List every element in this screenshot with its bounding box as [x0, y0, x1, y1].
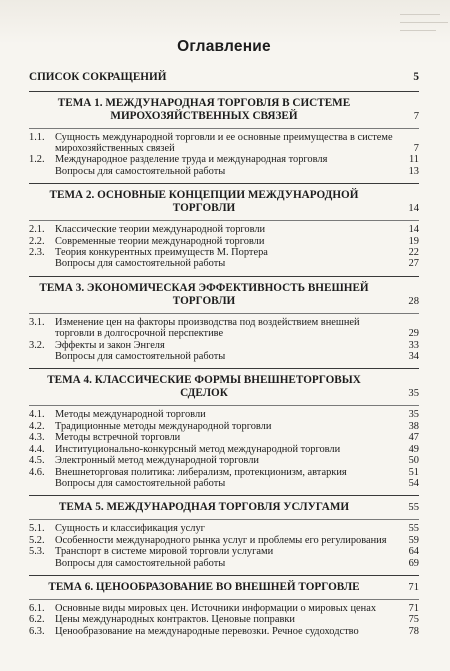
- topic-items: [29, 599, 419, 637]
- toc-item-page: 75: [408, 614, 419, 626]
- toc-item-number: 4.1.: [29, 409, 45, 421]
- toc-item-label: [29, 467, 401, 478]
- toc-item-page: 49: [408, 443, 419, 455]
- toc-item-text: Методы встречной торговли: [55, 432, 181, 444]
- toc-item[interactable]: [29, 236, 419, 247]
- questions-page: 27: [408, 258, 419, 270]
- toc-item-page: 71: [408, 602, 419, 614]
- toc-item[interactable]: [29, 154, 419, 165]
- toc-item-page: 29: [408, 328, 419, 340]
- topic-heading-row[interactable]: [29, 368, 419, 400]
- toc-topic-2: [29, 183, 419, 270]
- toc-item-page: 22: [408, 247, 419, 259]
- toc-item-text: Эффекты и закон Энгеля: [55, 339, 165, 351]
- abbreviations-page: 5: [413, 71, 419, 83]
- toc-item-label: [29, 455, 401, 466]
- toc-item-text: Основные виды мировых цен. Источники информации о мировых ценах: [55, 602, 377, 614]
- toc-item-label: [29, 154, 401, 165]
- toc-item-number: 4.2.: [29, 420, 45, 432]
- questions-label: Вопросы для самостоятельной работы: [55, 165, 226, 177]
- toc-item-label: [29, 132, 401, 155]
- toc-topics: [29, 91, 419, 638]
- questions-page: 54: [408, 477, 419, 489]
- toc-item-number: 5.3.: [29, 546, 45, 558]
- toc-item-label: [29, 626, 401, 637]
- topic-heading: ТЕМА 1. МЕЖДУНАРОДНАЯ ТОРГОВЛЯ В СИСТЕМЕ МИРОХОЗЯЙСТВЕННЫХ СВЯЗЕЙ: [57, 96, 351, 122]
- toc-item-number: 6.1.: [29, 602, 45, 614]
- toc-topic-5: [29, 495, 419, 569]
- toc-item-number: 3.1.: [29, 316, 45, 328]
- toc-item-number: 5.2.: [29, 534, 45, 546]
- toc-item[interactable]: [29, 626, 419, 637]
- toc-item-number: 2.2.: [29, 235, 45, 247]
- questions-page: 34: [408, 351, 419, 363]
- toc-item-text: Институционально-конкурсный метод международной торговли: [55, 443, 341, 455]
- toc-item-number: 3.2.: [29, 339, 45, 351]
- toc-item-text: Изменение цен на факторы производства под воздействием внешней торговли в долгосрочной перспективе: [55, 316, 360, 340]
- toc-questions[interactable]: [29, 166, 419, 177]
- questions-label: Вопросы для самостоятельной работы: [55, 557, 226, 569]
- toc-item-page: 51: [408, 466, 419, 478]
- toc-item-page: 78: [408, 625, 419, 637]
- toc-item-text: Сущность и классификация услуг: [55, 523, 205, 535]
- toc-item-label: [29, 224, 401, 235]
- toc-item-label: [29, 236, 401, 247]
- toc-questions[interactable]: [29, 558, 419, 569]
- topic-heading-row[interactable]: [29, 495, 419, 514]
- toc-item-text: Сущность международной торговли и ее основные преимущества в системе мирохозяйственных связей: [55, 131, 393, 154]
- toc-item-number: 6.2.: [29, 614, 45, 626]
- toc-item-label: [29, 614, 401, 625]
- toc-item-page: 35: [408, 409, 419, 421]
- toc-item-label: [29, 317, 401, 340]
- toc-item-text: Классические теории международной торговли: [55, 224, 266, 236]
- toc-item-label: [29, 340, 401, 351]
- toc-item[interactable]: [29, 444, 419, 455]
- toc-item[interactable]: [29, 421, 419, 432]
- topic-items: [29, 128, 419, 178]
- toc-item-text: Методы международной торговли: [55, 409, 206, 421]
- toc-item[interactable]: [29, 455, 419, 466]
- toc-item[interactable]: [29, 224, 419, 235]
- toc-item-number: 5.1.: [29, 523, 45, 535]
- toc-item-number: 4.5.: [29, 455, 45, 467]
- toc-item-label: [29, 444, 401, 455]
- toc-item-label: [29, 546, 401, 557]
- toc-item-text: Традиционные методы международной торговли: [55, 420, 272, 432]
- toc-item-page: 64: [408, 546, 419, 558]
- toc-item[interactable]: [29, 467, 419, 478]
- topic-heading: ТЕМА 6. ЦЕНООБРАЗОВАНИЕ ВО ВНЕШНЕЙ ТОРГОВЛЕ: [48, 580, 360, 593]
- toc-item-text: Внешнеторговая политика: либерализм, протекционизм, автаркия: [55, 466, 347, 478]
- questions-label: Вопросы для самостоятельной работы: [55, 477, 226, 489]
- toc-item-label: [29, 409, 401, 420]
- toc-item-number: 4.4.: [29, 443, 45, 455]
- page-title: Оглавление: [177, 38, 271, 55]
- abbreviations-label: СПИСОК СОКРАЩЕНИЙ: [29, 71, 167, 83]
- toc-item-label: [29, 603, 401, 614]
- topic-items: [29, 405, 419, 489]
- toc-item-page: 19: [408, 235, 419, 247]
- topic-items: [29, 519, 419, 569]
- toc-item-page: 55: [408, 523, 419, 535]
- toc-topic-3: [29, 276, 419, 363]
- topic-page: 14: [408, 203, 419, 215]
- topic-heading-row[interactable]: [29, 91, 419, 123]
- topic-heading-row[interactable]: [29, 183, 419, 215]
- toc-questions[interactable]: [29, 258, 419, 269]
- topic-heading: ТЕМА 3. ЭКОНОМИЧЕСКАЯ ЭФФЕКТИВНОСТЬ ВНЕШНЕЙ ТОРГОВЛИ: [39, 281, 369, 307]
- topic-items: [29, 220, 419, 270]
- toc-item-page: 11: [408, 154, 419, 166]
- topic-page: 28: [408, 295, 419, 307]
- topic-page: 55: [408, 502, 419, 514]
- toc-item-page: 7: [413, 143, 419, 154]
- toc-item[interactable]: [29, 535, 419, 546]
- toc-topic-4: [29, 368, 419, 489]
- toc-item-text: Ценообразование на международные перевозки. Речное судоходство: [55, 625, 359, 637]
- toc-item-text: Электронный метод международной торговли: [55, 455, 259, 467]
- toc-topic-1: [29, 91, 419, 178]
- toc-item-text: Теория конкурентных преимуществ М. Портера: [55, 247, 268, 259]
- topic-heading: ТЕМА 2. ОСНОВНЫЕ КОНЦЕПЦИИ МЕЖДУНАРОДНОЙ ТОРГОВЛИ: [49, 189, 359, 215]
- toc-item-label: [29, 523, 401, 534]
- toc-topic-6: [29, 575, 419, 637]
- toc-item[interactable]: [29, 546, 419, 557]
- toc-item-number: 6.3.: [29, 625, 45, 637]
- toc-item-number: 2.3.: [29, 247, 45, 259]
- toc-item[interactable]: [29, 340, 419, 351]
- toc-item-page: 50: [408, 455, 419, 467]
- questions-page: 13: [408, 165, 419, 177]
- topic-page: 35: [408, 388, 419, 400]
- toc-item[interactable]: [29, 603, 419, 614]
- toc-item[interactable]: [29, 523, 419, 534]
- questions-label: Вопросы для самостоятельной работы: [55, 351, 226, 363]
- toc-item-number: 1.2.: [29, 154, 45, 166]
- topic-page: 7: [413, 110, 419, 122]
- toc-item-page: 38: [408, 420, 419, 432]
- toc-item[interactable]: [29, 247, 419, 258]
- toc-questions[interactable]: [29, 351, 419, 362]
- toc-item-text: Особенности международного рынка услуг и проблемы его регулирования: [55, 534, 387, 546]
- toc-item-text: Цены международных контрактов. Ценовые поправки: [55, 614, 295, 626]
- toc-item-number: 4.6.: [29, 466, 45, 478]
- questions-label: Вопросы для самостоятельной работы: [55, 258, 226, 270]
- toc-item-number: 1.1.: [29, 131, 45, 143]
- toc-page: [29, 38, 419, 643]
- toc-item[interactable]: [29, 132, 419, 155]
- toc-item-label: [29, 421, 401, 432]
- toc-item-page: 33: [408, 339, 419, 351]
- toc-item-number: 4.3.: [29, 432, 45, 444]
- topic-items: [29, 313, 419, 363]
- toc-item-page: 47: [408, 432, 419, 444]
- toc-item-page: 14: [408, 224, 419, 236]
- toc-questions[interactable]: [29, 478, 419, 489]
- toc-item-number: 2.1.: [29, 224, 45, 236]
- topic-heading-row[interactable]: [29, 575, 419, 594]
- toc-item-page: 59: [408, 534, 419, 546]
- toc-abbreviations[interactable]: [29, 72, 419, 84]
- topic-heading: ТЕМА 4. КЛАССИЧЕСКИЕ ФОРМЫ ВНЕШНЕТОРГОВЫХ СДЕЛОК: [47, 374, 361, 400]
- questions-page: 69: [408, 557, 419, 569]
- toc-item-text: Современные теории международной торговли: [55, 235, 265, 247]
- topic-heading-row[interactable]: [29, 276, 419, 308]
- toc-item-text: Международное разделение труда и международная торговля: [55, 154, 328, 166]
- toc-item-text: Транспорт в системе мировой торговли услугами: [55, 546, 274, 558]
- toc-item[interactable]: [29, 409, 419, 420]
- topic-page: 71: [408, 581, 419, 593]
- toc-item-label: [29, 535, 401, 546]
- topic-heading: ТЕМА 5. МЕЖДУНАРОДНАЯ ТОРГОВЛЯ УСЛУГАМИ: [58, 501, 350, 514]
- toc-item-label: [29, 432, 401, 443]
- toc-item[interactable]: [29, 432, 419, 443]
- toc-item[interactable]: [29, 614, 419, 625]
- toc-item[interactable]: [29, 317, 419, 340]
- toc-item-label: [29, 247, 401, 258]
